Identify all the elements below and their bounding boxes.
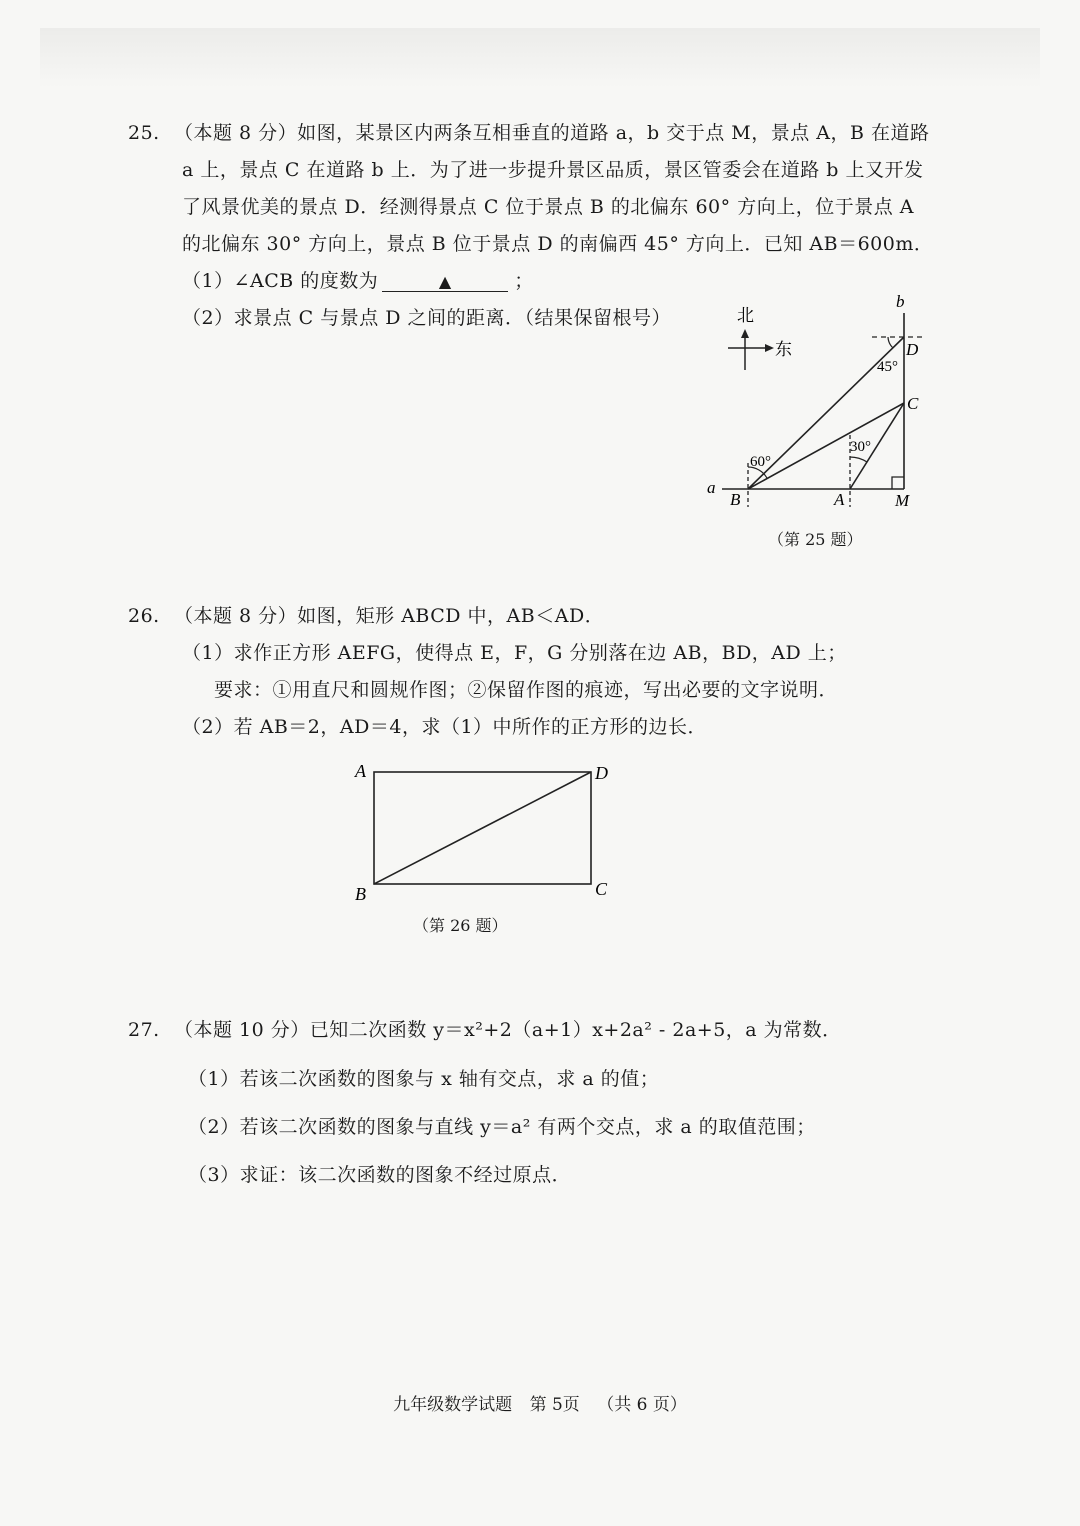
angle-30-arc: [850, 457, 867, 462]
north-label: 北: [737, 306, 754, 325]
label-D: D: [906, 340, 919, 359]
q26-number: 26.: [128, 605, 160, 627]
q25-figure: [690, 285, 950, 530]
segment-bc: [748, 403, 904, 489]
east-label: 东: [775, 340, 792, 359]
q26-figure: [345, 755, 625, 905]
q27-part-1: （1）若该二次函数的图象与 x 轴有交点，求 a 的值；: [188, 1068, 660, 1090]
diagonal-bd: [374, 772, 591, 884]
label-B: B: [355, 884, 366, 904]
footer-page-number: 第 5页: [529, 1395, 580, 1415]
angle-30-label: 30°: [850, 439, 871, 455]
q25-line-2: a 上，景点 C 在道路 b 上．为了进一步提升景区品质，景区管委会在道路 b 上又开发: [182, 159, 924, 181]
label-M: M: [895, 491, 910, 510]
q26-caption: （第 26 题）: [413, 916, 508, 935]
q27-part-3: （3）求证：该二次函数的图象不经过原点．: [188, 1164, 572, 1186]
angle-60-label: 60°: [750, 454, 771, 470]
q26-requirement: 要求：①用直尺和圆规作图；②保留作图的痕迹，写出必要的文字说明．: [214, 679, 839, 701]
compass-icon: [728, 329, 774, 370]
label-C: C: [907, 394, 919, 413]
right-angle-mark: [892, 477, 904, 489]
label-B: B: [730, 490, 741, 509]
q25-part-1: （1）∠ACB 的度数为 ▲ ；: [182, 270, 534, 292]
q25-line-3: 了风景优美的景点 D．经测得景点 C 位于景点 B 的北偏东 60° 方向上，位于景点 A: [182, 196, 914, 218]
label-b: b: [896, 292, 905, 311]
q27-number: 27.: [128, 1019, 160, 1041]
footer-total-pages: （共 6 页）: [597, 1395, 687, 1415]
label-D: D: [595, 763, 608, 783]
q26-line-1: 26. （本题 8 分）如图，矩形 ABCD 中，AB＜AD．: [128, 605, 605, 627]
label-A: A: [834, 490, 845, 509]
answer-blank: ▲: [382, 273, 508, 292]
scan-shadow: [40, 28, 1040, 88]
label-a: a: [707, 478, 716, 497]
footer-subject: 九年级数学试题: [393, 1395, 513, 1415]
q26-part-1: （1）求作正方形 AEFG，使得点 E，F，G 分别落在边 AB，BD，AD 上；: [182, 642, 847, 664]
label-A: A: [355, 761, 366, 781]
q26-part-2: （2）若 AB＝2，AD＝4，求（1）中所作的正方形的边长．: [182, 716, 708, 738]
q25-line-4: 的北偏东 30° 方向上，景点 B 位于景点 D 的南偏西 45° 方向上．已知 AB＝600m．: [182, 233, 934, 255]
q27-line-1: 27. （本题 10 分）已知二次函数 y＝x²+2（a+1）x+2a² - 2a+5，a 为常数．: [128, 1019, 842, 1041]
angle-45-arc: [888, 337, 893, 348]
q25-caption: （第 25 题）: [768, 530, 863, 549]
label-C: C: [595, 879, 608, 899]
angle-45-label: 45°: [877, 359, 898, 375]
page-footer: [0, 1390, 1080, 1415]
q25-part-2: （2）求景点 C 与景点 D 之间的距离．（结果保留根号）: [182, 307, 672, 329]
q25-line-1: 25. （本题 8 分）如图，某景区内两条互相垂直的道路 a，b 交于点 M，景点 A，B 在道路: [128, 122, 930, 144]
q25-number: 25.: [128, 122, 160, 144]
q27-part-2: （2）若该二次函数的图象与直线 y＝a² 有两个交点，求 a 的取值范围；: [188, 1116, 816, 1138]
